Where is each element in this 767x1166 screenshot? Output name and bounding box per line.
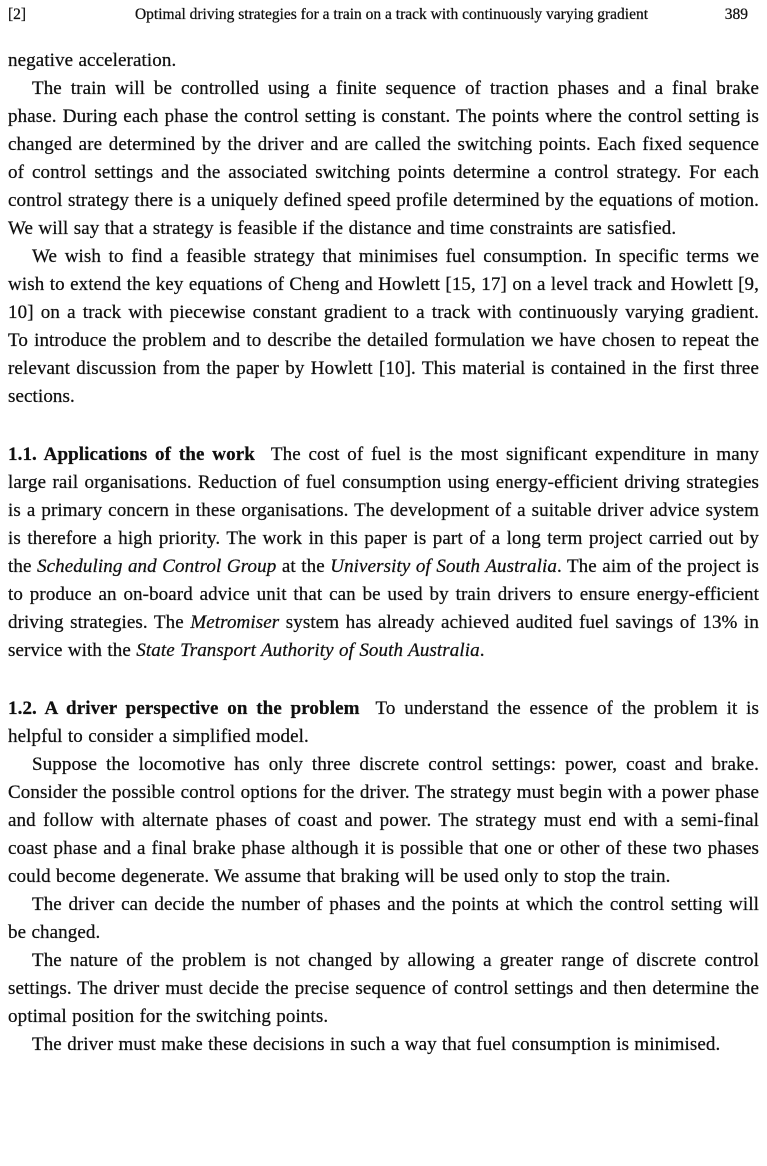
text-run: negative acceleration. <box>8 50 177 71</box>
running-title: Optimal driving strategies for a train on a track with continuously varying gradient <box>134 6 649 23</box>
paragraph <box>8 243 759 411</box>
paragraph <box>8 1031 759 1059</box>
italic-text-run: State Transport Authority of South Australia <box>136 640 480 661</box>
section-heading: 1.1. Applications of the work <box>8 444 255 465</box>
text-run: The driver must make these decisions in such a way that fuel consumption is minimised. <box>32 1034 721 1055</box>
text-run: The cost of fuel is the most significant expenditure in many large rail organisations. Reduction of fuel consumption using energy-efficient driving strategies is a primary concern in these organisations. The development of a suitable driver advice system is therefore a high priority. The work in this paper is part of a long term project carried out by the <box>8 444 759 577</box>
italic-text-run: University of South Australia <box>330 556 557 577</box>
section-paragraph <box>8 441 759 665</box>
paragraph <box>8 75 759 243</box>
text-run: system has already achieved audited fuel savings of 13% in service with the <box>8 612 759 661</box>
text-run: The train will be controlled using a finite sequence of traction phases and a final brake phase. During each phase the control setting is constant. The points where the control setting is changed are determined by the driver and are called the switching points. Each fixed sequence of control settings and the associated switching points determine a control strategy. For each control strategy there is a uniquely defined speed profile determined by the equations of motion. We will say that a strategy is feasible if the distance and time constraints are satisfied. <box>8 78 759 239</box>
text-run: . The aim of the project is to produce an on-board advice unit that can be used by train drivers to ensure energy-efficient driving strategies. The <box>8 556 759 633</box>
italic-text-run: Metromiser <box>190 612 280 633</box>
paragraph <box>8 751 759 891</box>
reference-number: [2] <box>8 6 27 23</box>
text-run: The driver can decide the number of phases and the points at which the control setting will be changed. <box>8 894 759 943</box>
text-run: at the <box>276 556 331 577</box>
section-heading: 1.2. A driver perspective on the problem <box>8 698 360 719</box>
page-header <box>8 5 759 25</box>
paragraph <box>8 891 759 947</box>
text-run: The nature of the problem is not changed by allowing a greater range of discrete control settings. The driver must decide the precise sequence of control settings and then determine the optimal position for the switching points. <box>8 950 759 1027</box>
page-body <box>8 47 759 1059</box>
text-run: Suppose the locomotive has only three discrete control settings: power, coast and brake. Consider the possible control options for the driver. The strategy must begin with a power phase and follow with alternate phases of coast and power. The strategy must end with a semi-final coast phase and a final brake phase although it is possible that one or other of these two phases could become degenerate. We assume that braking will be used only to stop the train. <box>8 754 759 887</box>
paragraph <box>8 47 759 75</box>
section-paragraph <box>8 695 759 751</box>
text-run: . <box>479 640 485 661</box>
paragraph <box>8 947 759 1031</box>
text-run: We wish to find a feasible strategy that minimises fuel consumption. In specific terms we wish to extend the key equations of Cheng and Howlett [15, 17] on a level track and Howlett [9, 10] on a track with piecewise constant gradient to a track with continuously varying gradient. To introduce the problem and to describe the detailed formulation we have chosen to repeat the relevant discussion from the paper by Howlett [10]. This material is contained in the first three sections. <box>8 246 759 407</box>
italic-text-run: Scheduling and Control Group <box>37 556 277 577</box>
text-run: To understand the essence of the problem it is helpful to consider a simplified model. <box>8 698 759 747</box>
page-number: 389 <box>724 6 748 23</box>
